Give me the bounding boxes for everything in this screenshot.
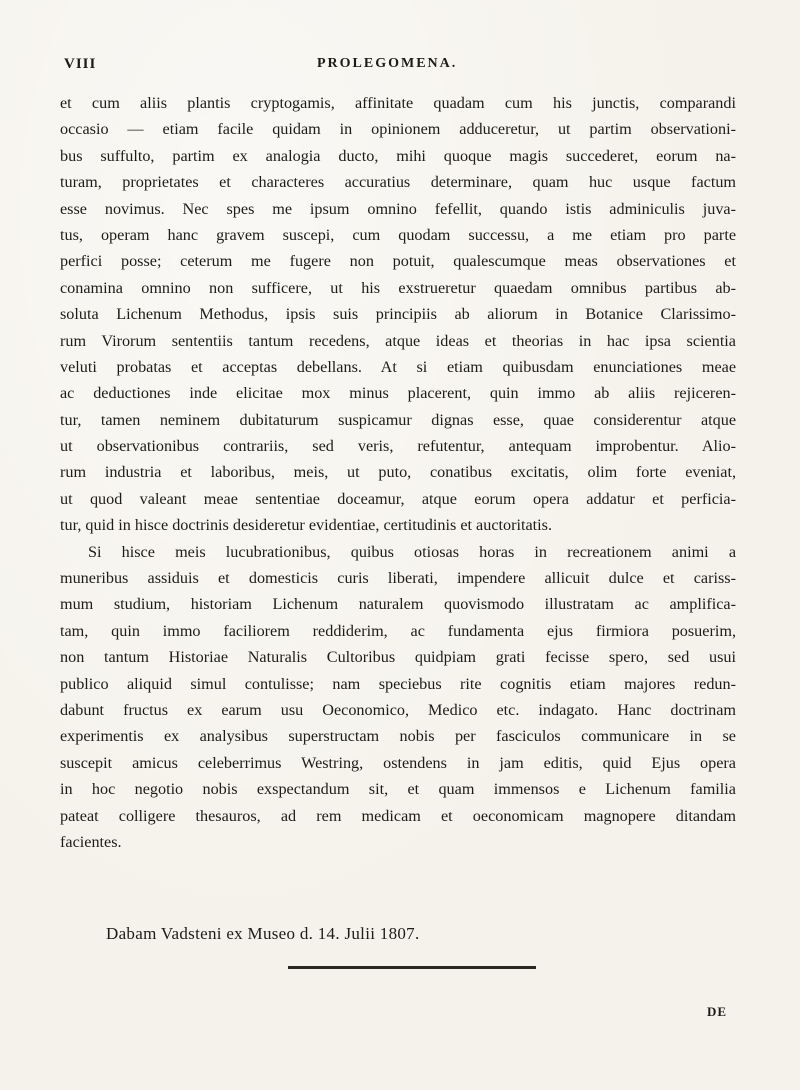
text-line: ut quod valeant meae sententiae doceamur, atque eorum opera addatur et perficia- <box>60 489 736 508</box>
text-line: bus suffulto, partim ex analogia ducto, mihi quoque magis succederet, eorum na- <box>60 146 736 165</box>
page-number: VIII <box>64 56 97 72</box>
text-line: tus, operam hanc gravem suscepi, cum quodam successu, a me etiam pro parte <box>60 225 736 244</box>
text-line: mum studium, historiam Lichenum naturalem quovismodo illustratam ac amplifica- <box>60 595 736 614</box>
text-line: veluti probatas et acceptas debellans. At si etiam quibusdam enunciationes meae <box>60 357 736 376</box>
text-line: tur, quid in hisce doctrinis desideretur evidentiae, certitudinis et auctoritatis. <box>60 516 553 535</box>
text-line: rum industria et laboribus, meis, ut puto, conatibus excitatis, olim forte eveniat, <box>60 463 736 482</box>
text-line: perfici posse; ceterum me fugere non potuit, qualescumque meas observationes et <box>60 252 736 271</box>
text-line: pateat colligere thesauros, ad rem medicam et oeconomicam magnopere ditandam <box>60 806 736 825</box>
text-line: non tantum Historiae Naturalis Cultoribus quidpiam grati fecisse spero, sed usui <box>60 648 736 667</box>
paragraph-2 <box>60 539 736 856</box>
text-line: in hoc negotio nobis exspectandum sit, et quam immensos e Lichenum familia <box>60 780 736 799</box>
body-text <box>60 90 736 855</box>
text-line: dabunt fructus ex earum usu Oeconomico, Medico etc. indagato. Hanc doctrinam <box>60 700 736 719</box>
text-line: occasio — etiam facile quidam in opinionem adduceretur, ut partim observationi- <box>60 120 736 139</box>
paragraph-1 <box>60 90 736 539</box>
text-line: rum Virorum sententiis tantum recedens, atque ideas et theorias in hac ipsa scientia <box>60 331 736 350</box>
text-line: conamina omnino non sufficere, ut his exstrueretur quaedam omnibus partibus ab- <box>60 278 736 297</box>
text-line: Si hisce meis lucubrationibus, quibus otiosas horas in recreationem animi a <box>88 542 736 561</box>
text-line: soluta Lichenum Methodus, ipsis suis principiis ab aliorum in Botanice Clarissimo- <box>60 305 736 324</box>
text-line: facientes. <box>60 832 122 851</box>
running-head: PROLEGOMENA. <box>317 56 458 71</box>
page-header <box>64 56 764 80</box>
text-line: experimentis ex analysibus superstructam nobis per fasciculos communicare in se <box>60 727 736 746</box>
text-line: ut observationibus contrariis, sed veris, refutentur, antequam improbentur. Alio- <box>60 437 736 456</box>
text-line: esse novimus. Nec spes me ipsum omnino fefellit, quando istis adminiculis juva- <box>60 199 736 218</box>
text-line: muneribus assiduis et domesticis curis liberati, impendere allicuit dulce et cariss- <box>60 569 736 588</box>
dateline: Dabam Vadsteni ex Museo d. 14. Julii 1807. <box>106 924 420 943</box>
horizontal-rule <box>288 966 536 969</box>
text-line: tur, tamen neminem dubitaturum suspicamur dignas esse, quae considerentur atque <box>60 410 736 429</box>
text-line: tam, quin immo faciliorem reddiderim, ac fundamenta ejus firmiora posuerim, <box>60 621 736 640</box>
text-line: ac deductiones inde elicitae mox minus placerent, quin immo ab aliis rejiceren- <box>60 384 736 403</box>
text-line: suscepit amicus celeberrimus Westring, ostendens in jam editis, quid Ejus opera <box>60 753 736 772</box>
text-line: et cum aliis plantis cryptogamis, affinitate quadam cum his junctis, comparandi <box>60 94 736 112</box>
catchword: DE <box>707 1004 728 1019</box>
text-line: turam, proprietates et characteres accuratius determinare, quam huc usque factum <box>60 173 736 192</box>
text-line: publico aliquid simul contulisse; nam speciebus rite cognitis etiam majores redun- <box>60 674 736 693</box>
